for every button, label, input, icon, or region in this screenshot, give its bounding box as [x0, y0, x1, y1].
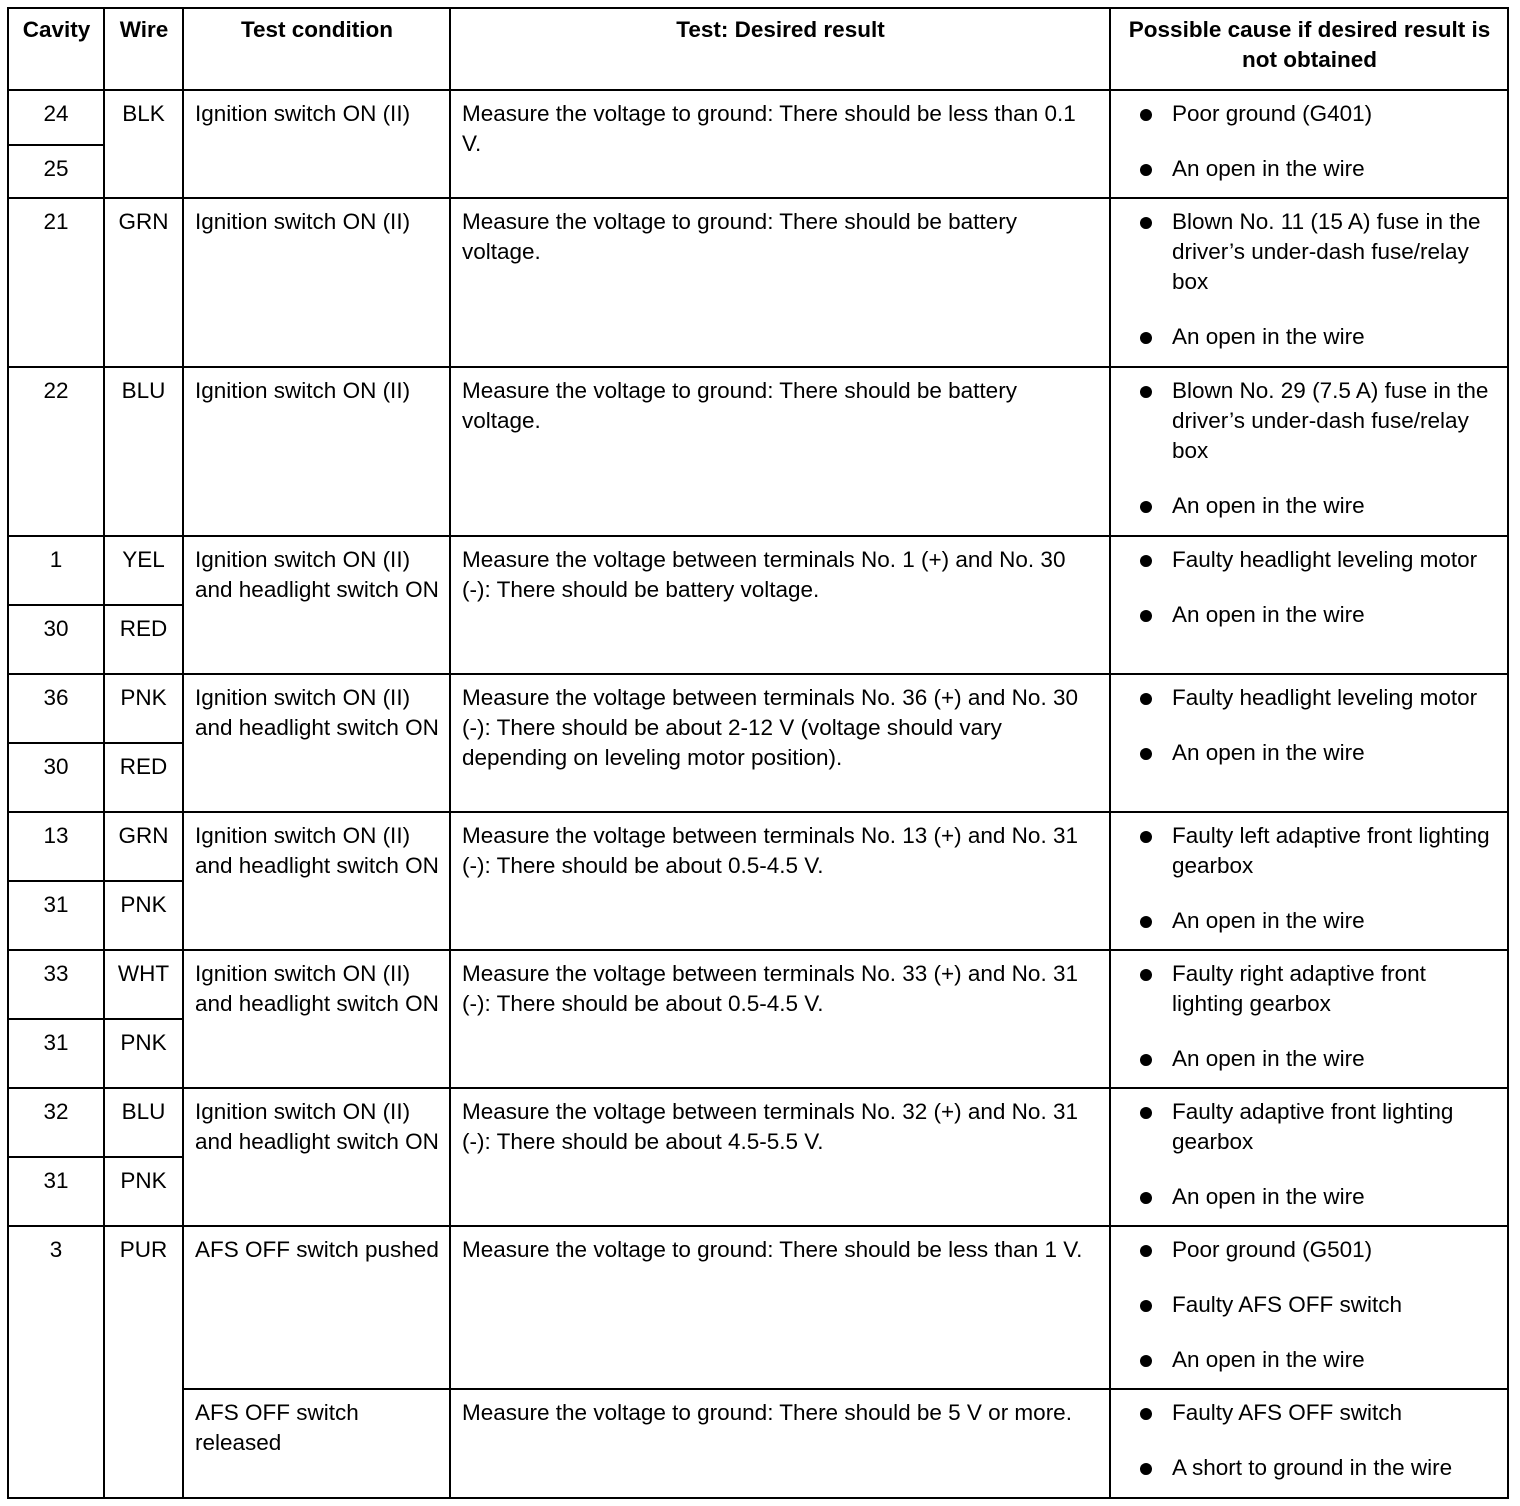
- bullet-icon: [1140, 501, 1152, 513]
- cause-item: [1122, 376, 1497, 466]
- possible-cause-cell: [1110, 950, 1508, 1088]
- cause-item: [1122, 1097, 1497, 1157]
- wire-cell: BLU: [104, 367, 183, 536]
- cause-text: Faulty left adaptive front lighting gearbox: [1172, 823, 1490, 878]
- bullet-icon: [1140, 831, 1152, 843]
- desired-result-cell: Measure the voltage between terminals No. 32 (+) and No. 31 (-): There should be about 4.5-5.5 V.: [450, 1088, 1110, 1226]
- possible-cause-cell: [1110, 812, 1508, 950]
- test-condition-cell: Ignition switch ON (II) and headlight switch ON: [183, 812, 450, 950]
- bullet-icon: [1140, 748, 1152, 760]
- wire-cell: BLU: [104, 1088, 183, 1157]
- wire-cell: PNK: [104, 1157, 183, 1226]
- cause-list: [1122, 376, 1497, 521]
- possible-cause-cell: [1110, 367, 1508, 536]
- cavity-cell: 33: [8, 950, 104, 1019]
- desired-result-cell: Measure the voltage to ground: There should be 5 V or more.: [450, 1389, 1110, 1498]
- cause-text: Faulty headlight leveling motor: [1172, 685, 1478, 710]
- wire-cell: GRN: [104, 812, 183, 881]
- possible-cause-cell: [1110, 90, 1508, 198]
- cavity-cell: 31: [8, 881, 104, 950]
- desired-result-cell: Measure the voltage between terminals No. 33 (+) and No. 31 (-): There should be about 0.5-4.5 V.: [450, 950, 1110, 1088]
- bullet-icon: [1140, 555, 1152, 567]
- wire-cell: YEL: [104, 536, 183, 605]
- cause-list: [1122, 99, 1497, 184]
- table-row: [8, 90, 1508, 145]
- test-condition-cell: Ignition switch ON (II): [183, 198, 450, 367]
- desired-result-cell: Measure the voltage between terminals No. 1 (+) and No. 30 (-): There should be battery voltage.: [450, 536, 1110, 674]
- wire-cell: GRN: [104, 198, 183, 367]
- bullet-icon: [1140, 217, 1152, 229]
- cause-list: [1122, 1235, 1497, 1375]
- bullet-icon: [1140, 916, 1152, 928]
- cause-item: [1122, 1290, 1497, 1320]
- test-condition-cell: Ignition switch ON (II): [183, 367, 450, 536]
- wire-cell: RED: [104, 605, 183, 674]
- test-condition-cell: Ignition switch ON (II): [183, 90, 450, 198]
- bullet-icon: [1140, 1408, 1152, 1420]
- cause-item: [1122, 1044, 1497, 1074]
- bullet-icon: [1140, 1054, 1152, 1066]
- possible-cause-cell: [1110, 1226, 1508, 1389]
- cavity-cell: 31: [8, 1157, 104, 1226]
- cause-item: [1122, 906, 1497, 936]
- cause-text: An open in the wire: [1172, 324, 1365, 349]
- wire-cell: PNK: [104, 881, 183, 950]
- header-wire: Wire: [104, 8, 183, 90]
- cause-item: [1122, 1182, 1497, 1212]
- cause-item: [1122, 959, 1497, 1019]
- desired-result-cell: Measure the voltage to ground: There should be battery voltage.: [450, 198, 1110, 367]
- cause-item: [1122, 1453, 1497, 1483]
- cause-text: Blown No. 11 (15 A) fuse in the driver’s under-dash fuse/relay box: [1172, 209, 1481, 294]
- cause-text: Faulty AFS OFF switch: [1172, 1292, 1403, 1317]
- table-row: [8, 1088, 1508, 1157]
- cause-item: [1122, 154, 1497, 184]
- bullet-icon: [1140, 1463, 1152, 1475]
- cause-text: Faulty right adaptive front lighting gearbox: [1172, 961, 1426, 1016]
- bullet-icon: [1140, 1245, 1152, 1257]
- cause-item: [1122, 821, 1497, 881]
- bullet-icon: [1140, 332, 1152, 344]
- table-row: [8, 812, 1508, 881]
- bullet-icon: [1140, 969, 1152, 981]
- cause-item: [1122, 545, 1497, 575]
- bullet-icon: [1140, 386, 1152, 398]
- bullet-icon: [1140, 1355, 1152, 1367]
- cause-list: [1122, 1398, 1497, 1483]
- bullet-icon: [1140, 1192, 1152, 1204]
- cavity-cell: 36: [8, 674, 104, 743]
- bullet-icon: [1140, 1107, 1152, 1119]
- header-cavity: Cavity: [8, 8, 104, 90]
- cavity-cell: 13: [8, 812, 104, 881]
- cavity-cell: 3: [8, 1226, 104, 1498]
- header-desired-result: Test: Desired result: [450, 8, 1110, 90]
- test-condition-cell: Ignition switch ON (II) and headlight switch ON: [183, 674, 450, 812]
- possible-cause-cell: [1110, 1389, 1508, 1498]
- table-row: [8, 674, 1508, 743]
- cause-text: An open in the wire: [1172, 1184, 1365, 1209]
- cavity-cell: 30: [8, 743, 104, 812]
- cause-list: [1122, 545, 1497, 630]
- cause-item: [1122, 99, 1497, 129]
- cause-text: Poor ground (G501): [1172, 1237, 1373, 1262]
- desired-result-cell: Measure the voltage between terminals No. 36 (+) and No. 30 (-): There should be about 2-12 V (voltage should vary depending on leveling motor position).: [450, 674, 1110, 812]
- cause-text: An open in the wire: [1172, 156, 1365, 181]
- cause-list: [1122, 207, 1497, 352]
- cause-item: [1122, 1345, 1497, 1375]
- table-row: [8, 950, 1508, 1019]
- cavity-cell: 25: [8, 145, 104, 198]
- cause-list: [1122, 1097, 1497, 1212]
- cause-text: Poor ground (G401): [1172, 101, 1373, 126]
- cause-item: [1122, 207, 1497, 297]
- test-condition-cell: Ignition switch ON (II) and headlight switch ON: [183, 1088, 450, 1226]
- cause-list: [1122, 821, 1497, 936]
- desired-result-cell: Measure the voltage between terminals No. 13 (+) and No. 31 (-): There should be about 0.5-4.5 V.: [450, 812, 1110, 950]
- bullet-icon: [1140, 610, 1152, 622]
- wire-cell: RED: [104, 743, 183, 812]
- wire-cell: PUR: [104, 1226, 183, 1498]
- bullet-icon: [1140, 109, 1152, 121]
- possible-cause-cell: [1110, 674, 1508, 812]
- desired-result-cell: Measure the voltage to ground: There should be less than 0.1 V.: [450, 90, 1110, 198]
- cause-text: An open in the wire: [1172, 1046, 1365, 1071]
- wire-cell: PNK: [104, 1019, 183, 1088]
- cavity-cell: 32: [8, 1088, 104, 1157]
- table-row: [8, 1226, 1508, 1389]
- cause-list: [1122, 683, 1497, 768]
- cause-text: Blown No. 29 (7.5 A) fuse in the driver’s under-dash fuse/relay box: [1172, 378, 1489, 463]
- bullet-icon: [1140, 693, 1152, 705]
- wire-cell: WHT: [104, 950, 183, 1019]
- possible-cause-cell: [1110, 536, 1508, 674]
- cause-text: Faulty headlight leveling motor: [1172, 547, 1478, 572]
- cavity-cell: 31: [8, 1019, 104, 1088]
- test-condition-cell: Ignition switch ON (II) and headlight switch ON: [183, 950, 450, 1088]
- test-condition-cell: Ignition switch ON (II) and headlight switch ON: [183, 536, 450, 674]
- table-row: [8, 367, 1508, 536]
- bullet-icon: [1140, 1300, 1152, 1312]
- header-row: [8, 8, 1508, 90]
- cause-text: An open in the wire: [1172, 493, 1365, 518]
- wire-cell: PNK: [104, 674, 183, 743]
- cause-list: [1122, 959, 1497, 1074]
- table-row: [8, 198, 1508, 367]
- cavity-cell: 24: [8, 90, 104, 145]
- cause-text: An open in the wire: [1172, 740, 1365, 765]
- cause-item: [1122, 1398, 1497, 1428]
- desired-result-cell: Measure the voltage to ground: There should be less than 1 V.: [450, 1226, 1110, 1389]
- cavity-cell: 22: [8, 367, 104, 536]
- cause-text: Faulty adaptive front lighting gearbox: [1172, 1099, 1454, 1154]
- cause-item: [1122, 600, 1497, 630]
- cause-item: [1122, 1235, 1497, 1265]
- cavity-cell: 21: [8, 198, 104, 367]
- cause-item: [1122, 738, 1497, 768]
- cause-text: An open in the wire: [1172, 908, 1365, 933]
- table-row: [8, 1389, 1508, 1498]
- table-row: [8, 536, 1508, 605]
- cause-text: A short to ground in the wire: [1172, 1455, 1453, 1480]
- cause-item: [1122, 322, 1497, 352]
- cavity-cell: 1: [8, 536, 104, 605]
- possible-cause-cell: [1110, 198, 1508, 367]
- bullet-icon: [1140, 164, 1152, 176]
- cause-item: [1122, 491, 1497, 521]
- header-test-condition: Test condition: [183, 8, 450, 90]
- cause-text: An open in the wire: [1172, 602, 1365, 627]
- test-condition-cell: AFS OFF switch released: [183, 1389, 450, 1498]
- cavity-cell: 30: [8, 605, 104, 674]
- connector-test-table: [7, 7, 1509, 1499]
- wire-cell: BLK: [104, 90, 183, 198]
- desired-result-cell: Measure the voltage to ground: There should be battery voltage.: [450, 367, 1110, 536]
- cause-text: Faulty AFS OFF switch: [1172, 1400, 1403, 1425]
- possible-cause-cell: [1110, 1088, 1508, 1226]
- test-condition-cell: AFS OFF switch pushed: [183, 1226, 450, 1389]
- cause-text: An open in the wire: [1172, 1347, 1365, 1372]
- cause-item: [1122, 683, 1497, 713]
- header-possible-cause: Possible cause if desired result is not obtained: [1110, 8, 1508, 90]
